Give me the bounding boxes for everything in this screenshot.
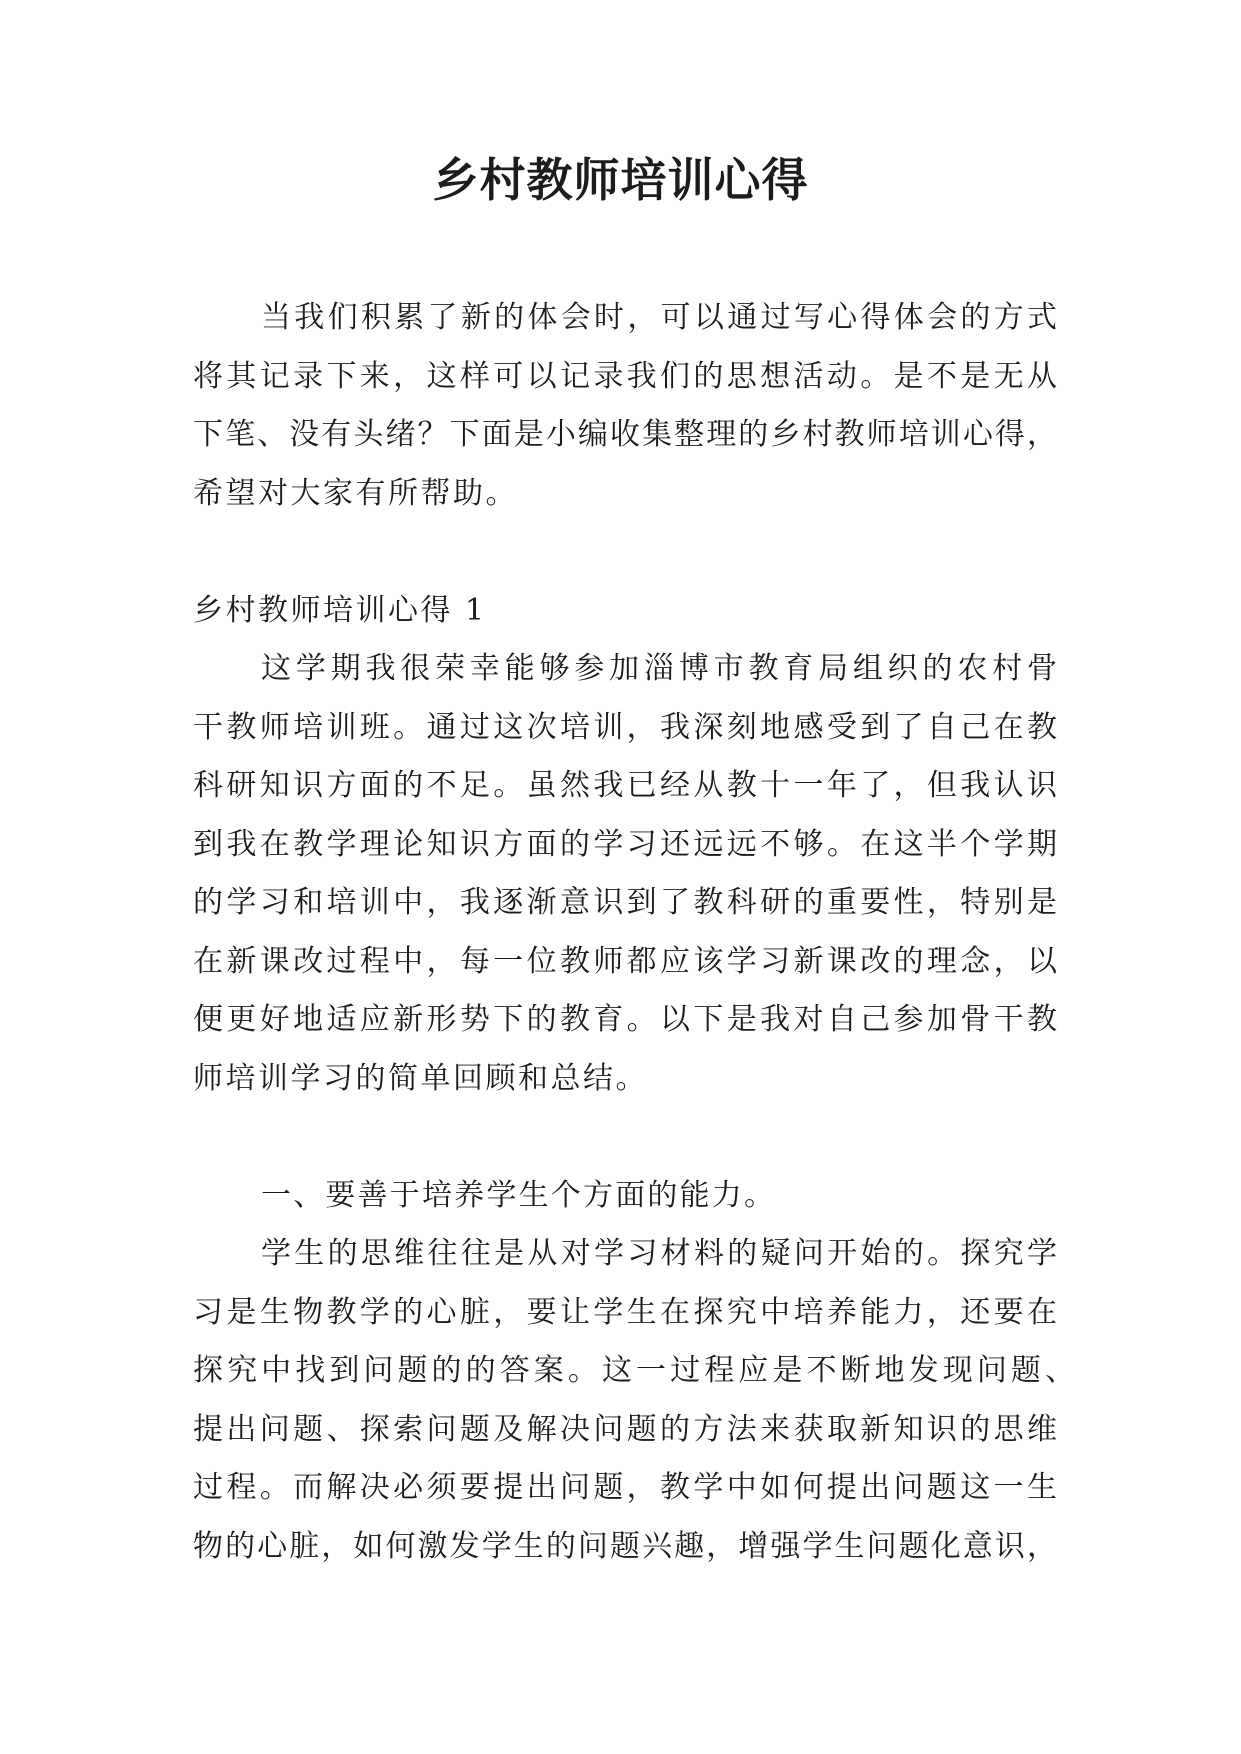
spacer [193, 1108, 1057, 1167]
intro-line: 将其记录下来，这样可以记录我们的思想活动。是不是无从 [193, 358, 1057, 394]
paragraph-line: 的学习和培训中，我逐渐意识到了教科研的重要性，特别是 [193, 885, 1057, 920]
intro-line: 当我们积累了新的体会时，可以通过写心得体会的方式 [261, 300, 1057, 335]
paragraph-line: 提出问题、探索问题及解决问题的方法来获取新知识的思维 [193, 1411, 1057, 1447]
paragraph-line: 习是生物教学的心脏，要让学生在探究中培养能力，还要在 [193, 1294, 1057, 1330]
paragraph-line: 到我在教学理论知识方面的学习还远远不够。在这半个学期 [193, 826, 1057, 862]
paragraph-line: 探究中找到问题的的答案。这一过程应是不断地发现问题、 [193, 1353, 1075, 1388]
paragraph-line: 科研知识方面的不足。虽然我已经从教十一年了，但我认识 [193, 768, 1057, 803]
document-body [193, 289, 1075, 1576]
paragraph-line: 过程。而解决必须要提出问题，教学中如何提出问题这一生 [193, 1470, 1057, 1505]
page-title: 乡村教师培训心得 [432, 153, 809, 207]
intro-line: 希望对大家有所帮助。 [193, 475, 518, 511]
paragraph-line: 在新课改过程中，每一位教师都应该学习新课改的理念，以 [193, 943, 1057, 979]
paragraph-line: 学生的思维往往是从对学习材料的疑问开始的。探究学 [261, 1236, 1057, 1271]
section-heading: 乡村教师培训心得 1 [193, 592, 487, 628]
paragraph-line: 师培训学习的简单回顾和总结。 [193, 1060, 648, 1096]
paragraph-line: 物的心脏，如何激发学生的问题兴趣，增强学生问题化意识， [193, 1528, 1057, 1564]
sub-heading: 一、要善于培养学生个方面的能力。 [261, 1177, 777, 1213]
paragraph-line: 这学期我很荣幸能够参加淄博市教育局组织的农村骨 [261, 651, 1057, 686]
paragraph-line: 干教师培训班。通过这次培训，我深刻地感受到了自己在教 [193, 709, 1057, 745]
paragraph-line: 便更好地适应新形势下的教育。以下是我对自己参加骨干教 [193, 1002, 1057, 1037]
spacer [193, 523, 1057, 582]
section-paragraph [193, 640, 1057, 1108]
intro-line: 下笔、没有头绪？下面是小编收集整理的乡村教师培训心得， [193, 417, 1057, 452]
section-paragraph [193, 1225, 1075, 1576]
intro-paragraph [193, 289, 1057, 523]
